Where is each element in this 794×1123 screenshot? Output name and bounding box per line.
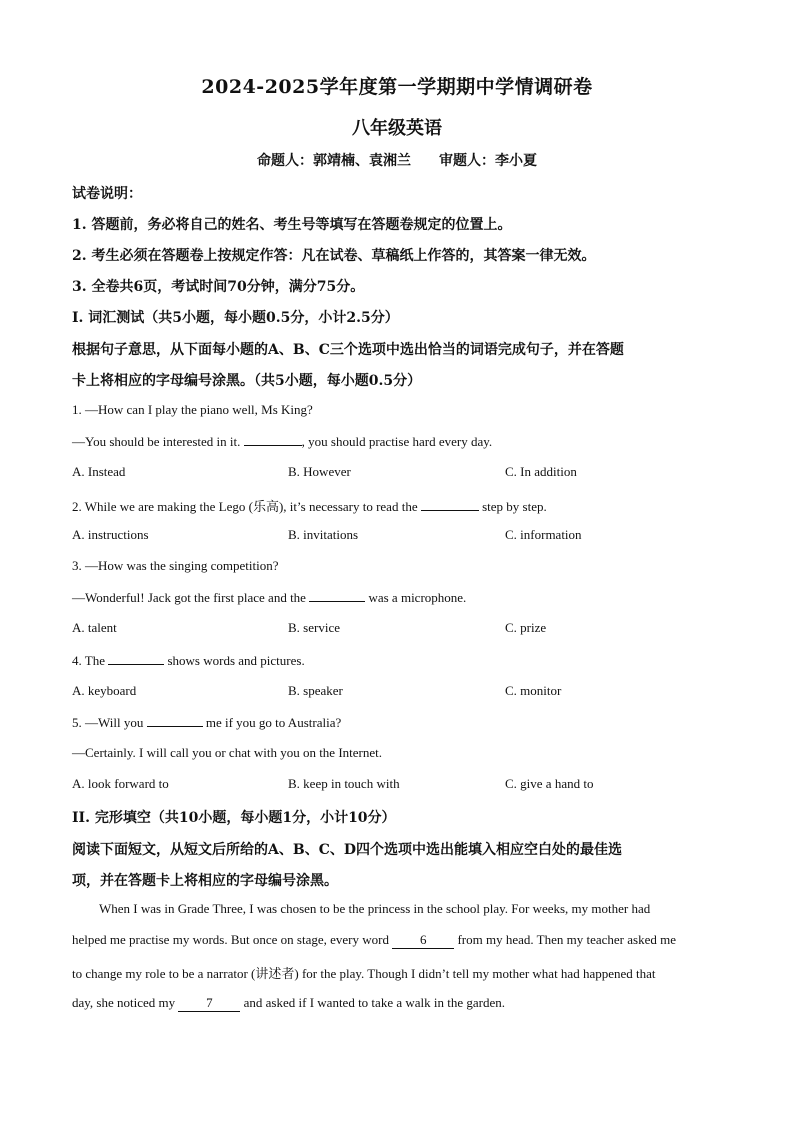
section1-direction: 卡上将相应的字母编号涂黑。（共5小题，每小题0.5分） [72,373,422,389]
option-a: A. Instead [72,464,126,479]
passage-text: helped me practise my words. But once on stage, every word [72,932,393,947]
question-1-line: 1. —How can I play the piano well, Ms King? [72,402,313,417]
option-c: C. prize [505,620,547,635]
question-text: shows words and pictures. [164,653,305,668]
exam-authors: 命题人：郭靖楠、袁湘兰 审题人：李小夏 [257,153,537,169]
answer-blank [421,498,479,511]
passage-text: from my head. Then my teacher asked me [454,932,676,947]
question-text: 5. —Will you [72,715,147,730]
question-text: was a microphone. [365,590,467,605]
passage-text: and asked if I wanted to take a walk in the garden. [240,995,505,1010]
option-b: B. invitations [288,527,359,542]
option-c: C. give a hand to [505,776,594,791]
answer-blank [147,714,203,727]
option-a: A. keyboard [72,683,137,698]
question-text: me if you go to Australia? [202,715,342,730]
instructions-heading: 试卷说明： [72,186,142,202]
section2-heading: II. 完形填空（共10小题，每小题1分，小计10分） [72,810,396,826]
question-text: , you should practise hard every day. [301,434,493,449]
cloze-blank-7: 7 [178,995,240,1012]
section1-heading: I. 词汇测试（共5小题，每小题0.5分，小计2.5分） [72,310,399,326]
question-text: step by step. [478,499,547,514]
question-1-line2 [72,433,492,450]
option-b: B. service [288,620,340,635]
section1-direction: 根据句子意思，从下面每小题的A、B、C三个选项中选出恰当的词语完成句子，并在答题 [72,342,624,358]
question-5-line [72,714,341,731]
option-b: B. speaker [288,683,343,698]
option-c: C. monitor [505,683,562,698]
passage-line: When I was in Grade Three, I was chosen to be the princess in the school play. For weeks, my mother had [99,901,651,916]
exam-subject: 八年级英语 [352,118,442,139]
option-b: B. However [288,464,351,479]
instruction-item: 2. 考生必须在答题卷上按规定作答：凡在试卷、草稿纸上作答的，其答案一律无效。 [72,248,596,264]
question-text: —Wonderful! Jack got the first place and the [72,590,310,605]
option-c: C. information [505,527,582,542]
question-4-line [72,652,305,669]
answer-blank [244,433,302,446]
question-3-line2 [72,589,466,606]
passage-line: to change my role to be a narrator (讲述者) for the play. Though I didn’t tell my mother what had happened that [72,966,656,981]
passage-text: day, she noticed my [72,995,179,1010]
question-text: —You should be interested in it. [72,434,244,449]
instruction-item: 1. 答题前，务必将自己的姓名、考生号等填写在答题卷规定的位置上。 [72,217,512,233]
answer-blank [309,589,365,602]
question-5-line2: —Certainly. I will call you or chat with you on the Internet. [72,745,382,760]
question-text: 4. The [72,653,109,668]
exam-title: 2024-2025学年度第一学期期中学情调研卷 [201,76,593,98]
passage-line [72,932,724,949]
question-text: 2. While we are making the Lego (乐高), it’s necessary to read the [72,499,421,514]
section2-direction: 阅读下面短文，从短文后所给的A、B、C、D四个选项中选出能填入相应空白处的最佳选 [72,842,622,858]
option-a: A. look forward to [72,776,169,791]
section2-direction: 项，并在答题卡上将相应的字母编号涂黑。 [72,873,338,889]
option-a: A. instructions [72,527,149,542]
option-b: B. keep in touch with [288,776,400,791]
question-3-line: 3. —How was the singing competition? [72,558,279,573]
passage-line [72,995,724,1012]
cloze-blank-6: 6 [392,932,454,949]
question-2-line [72,496,547,515]
option-c: C. In addition [505,464,577,479]
instruction-item: 3. 全卷共6页，考试时间70分钟，满分75分。 [72,279,365,295]
answer-blank [108,652,164,665]
option-a: A. talent [72,620,117,635]
